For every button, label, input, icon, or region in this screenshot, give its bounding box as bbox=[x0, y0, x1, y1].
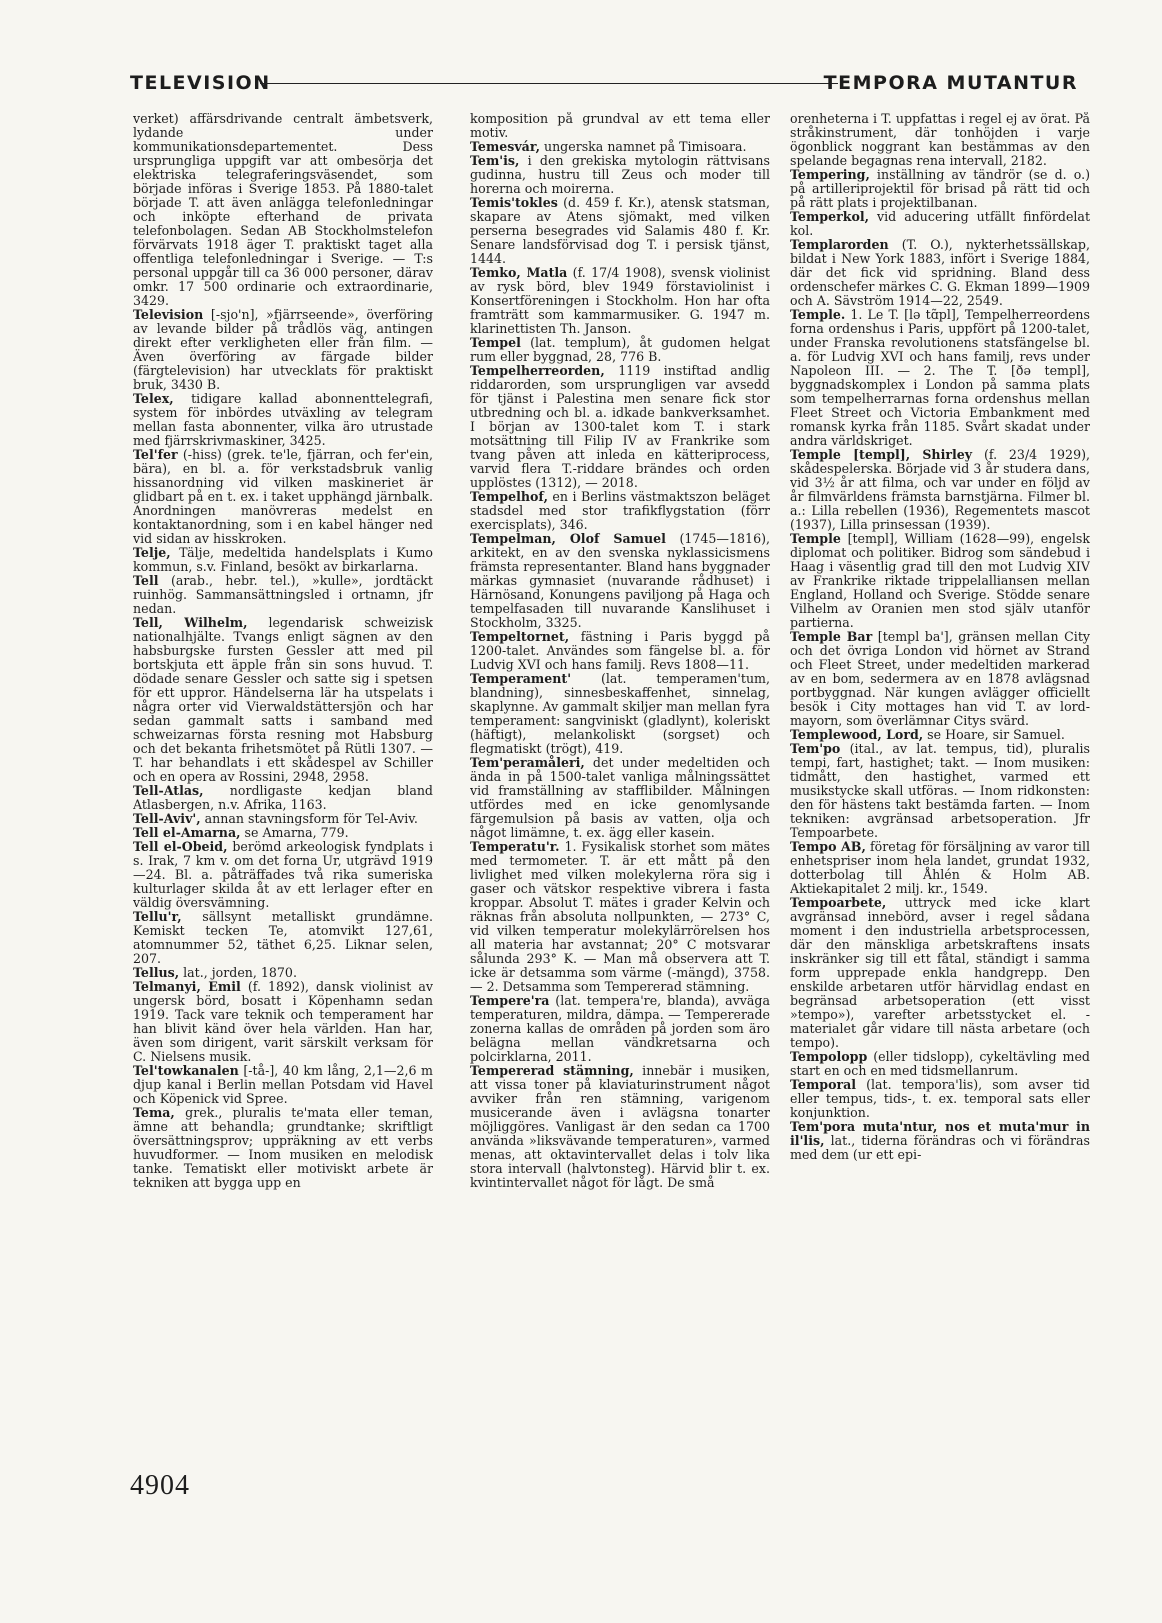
entry-text: [-sjo'n], »fjärrseende», överföring av levande bilder på trådlös väg, antingen direkt efter verkligheten eller från film. — Även överföring av färgade bilder (färgtelevision) har utvecklats för praktiskt bruk, 3430 B. bbox=[133, 307, 433, 392]
entry-headword: Tellus, bbox=[133, 965, 180, 980]
entry-text: berömd arkeologisk fyndplats i s. Irak, 7 km v. om det forna Ur, utgrävd 1919—24. Bl. a. påträffades två rika sumeriska kulturlager skilda åt av ett lerlager efter en väldig översvämning. bbox=[133, 839, 433, 910]
entry-headword: Tem'pora muta'ntur, nos et muta'mur in il'lis, bbox=[790, 1119, 1090, 1148]
entry-headword: Tell bbox=[133, 573, 159, 588]
entry-text: [-tå-], 40 km lång, 2,1—2,6 m djup kanal i Berlin mellan Potsdam vid Havel och Köpenick vid Spree. bbox=[133, 1063, 433, 1106]
entry-headword: Tempel bbox=[470, 335, 521, 350]
entry-text: en i Berlins västmaktszon beläget stadsdel med stor trafikflygstation (förr exercisplats), 346. bbox=[470, 489, 770, 532]
entry-text: företag för försäljning av varor till enhetspriser inom hela landet, grundat 1932, dotterbolag till Åhlén & Holm AB. Aktiekapitalet 2 milj. kr., 1549. bbox=[790, 839, 1090, 896]
entry-headword: Tempererad stämning, bbox=[470, 1063, 634, 1078]
entry-headword: Temple [templ], Shirley bbox=[790, 447, 973, 462]
entry-text: (1745—1816), arkitekt, en av den svenska nyklassicismens främsta representanter. Bland hans byggnader märkas gymnasiet (nuvarande rådhuset) i Härnösand, Konungens paviljong på Haga och tempelfasaden till nuvarande Kanslihuset i Stockholm, 3325. bbox=[470, 531, 770, 630]
dictionary-entry bbox=[790, 238, 1090, 308]
entry-text: vid aducering utfällt finfördelat kol. bbox=[790, 209, 1090, 238]
dictionary-entry bbox=[470, 154, 770, 196]
dictionary-entry bbox=[470, 336, 770, 364]
entry-text: Tälje, medeltida handelsplats i Kumo kommun, s.v. Finland, besökt av birkarlarna. bbox=[133, 545, 433, 574]
dictionary-entry bbox=[790, 630, 1090, 728]
dictionary-entry bbox=[133, 1106, 433, 1190]
dictionary-entry bbox=[790, 112, 1090, 168]
entry-text: (lat. temperamen'tum, blandning), sinnesbeskaffenhet, sinnelag, skaplynne. Av gammalt skiljer man mellan fyra temperament: sangviniskt (gladlynt), koleriskt (häftigt), melankoliskt (sorgset) och flegmatiskt (trögt), 419. bbox=[470, 671, 770, 756]
dictionary-entry bbox=[470, 1064, 770, 1190]
entry-headword: Tempelman, Olof Samuel bbox=[470, 531, 666, 546]
entry-headword: Tem'is, bbox=[470, 153, 520, 168]
dictionary-entry bbox=[133, 1064, 433, 1106]
dictionary-entry bbox=[133, 574, 433, 616]
dictionary-entry bbox=[133, 616, 433, 784]
dictionary-entry bbox=[790, 448, 1090, 532]
dictionary-entry bbox=[470, 532, 770, 630]
dictionary-entry bbox=[470, 756, 770, 840]
entry-headword: Tem'po bbox=[790, 741, 841, 756]
entry-text: komposition på grundval av ett tema eller motiv. bbox=[470, 112, 770, 140]
entry-headword: Tempering, bbox=[790, 167, 870, 182]
entry-headword: Tempoarbete, bbox=[790, 895, 887, 910]
entry-text: lat., tiderna förändras och vi förändras med dem (ur ett epi- bbox=[790, 1133, 1090, 1162]
entry-headword: Temporal bbox=[790, 1077, 857, 1092]
entry-headword: Tell el-Amarna, bbox=[133, 825, 241, 840]
entry-text: (arab., hebr. tel.), »kulle», jordtäckt ruinhög. Sammansättningsled i ortnamn, jfr nedan. bbox=[133, 573, 433, 616]
entry-headword: Temko, Matla bbox=[470, 265, 568, 280]
entry-headword: Tem'peramåleri, bbox=[470, 755, 585, 770]
entry-headword: Tel'towkanalen bbox=[133, 1063, 239, 1078]
entry-text: 1. Le T. [lə tɑ̃pl], Tempelherreordens forna ordenshus i Paris, uppfört på 1200-talet, under Franska revolutionens statsfängelse bl. a. för Ludvig XVI och hans familj, revs under Napoleon III. — 2. The T. [ðə templ], byggnadskomplex i London på samma plats som tempelherrarnas forna ordenshus mellan Fleet Street och Victoria Embankment med romansk kyrka från 1185. Svårt skadat under andra världskriget. bbox=[790, 307, 1090, 448]
entry-headword: Temple Bar bbox=[790, 629, 873, 644]
column-3 bbox=[790, 112, 1090, 1452]
entry-headword: Tell-Atlas, bbox=[133, 783, 204, 798]
entry-text: [templ ba'], gränsen mellan City och det övriga London vid hörnet av Strand och Fleet Street, under medeltiden markerad av en bom, sedermera av en 1878 avlägsnad portbyggnad. När kungen avlägger officiellt besök i City mottages han vid T. av lord-mayorn, som överlämnar Citys svärd. bbox=[790, 629, 1090, 728]
entry-headword: Temis'tokles bbox=[470, 195, 558, 210]
dictionary-entry bbox=[133, 784, 433, 812]
dictionary-entry bbox=[470, 364, 770, 490]
dictionary-entry bbox=[133, 812, 433, 826]
entry-text: orenheterna i T. uppfattas i regel ej av örat. På stråkinstrument, där tonhöjden i varje ögonblick noggrant kan bestämmas av den spelande begagnas rena intervall, 2182. bbox=[790, 112, 1090, 168]
header-left-title: TELEVISION bbox=[130, 72, 271, 94]
dictionary-entry bbox=[133, 980, 433, 1064]
dictionary-entry bbox=[470, 994, 770, 1064]
dictionary-entry bbox=[470, 840, 770, 994]
entry-headword: Templarorden bbox=[790, 237, 889, 252]
entry-headword: Temple bbox=[790, 531, 841, 546]
entry-text: ungerska namnet på Timisoara. bbox=[539, 139, 747, 154]
entry-text: (lat. templum), åt gudomen helgat rum eller byggnad, 28, 776 B. bbox=[470, 335, 770, 364]
dictionary-entry bbox=[790, 210, 1090, 238]
dictionary-entry bbox=[470, 196, 770, 266]
dictionary-entry bbox=[133, 112, 433, 308]
dictionary-entry bbox=[133, 308, 433, 392]
entry-text: [templ], William (1628—99), engelsk diplomat och politiker. Bidrog som sändebud i Haag i väsentlig grad till den mot Ludvig XIV av Frankrike riktade trippelalliansen mellan England, Holland och Sverige. Stödde senare Vilhelm av Oranien men stod själv utanför partierna. bbox=[790, 531, 1090, 630]
entry-text: sällsynt metalliskt grundämne. Kemiskt tecken Te, atomvikt 127,61, atomnummer 52, täthet 6,25. Liknar selen, 207. bbox=[133, 909, 433, 966]
entry-text: inställning av tändrör (se d. o.) på artilleriprojektil för brisad på rätt tid och på rätt plats i projektilbanan. bbox=[790, 167, 1090, 210]
dictionary-entry bbox=[133, 910, 433, 966]
entry-text: grek., pluralis te'mata eller teman, ämne att behandla; grundtanke; skriftligt översättningsprov; uppräkning av ett verbs huvudformer. — Inom musiken en melodisk tanke. Tematiskt eller motiviskt arbete är tekniken att bygga upp en bbox=[133, 1105, 433, 1190]
dictionary-entry bbox=[790, 1078, 1090, 1120]
entry-text: (lat. tempora'lis), som avser tid eller tempus, tids-, t. ex. temporal sats eller konjunktion. bbox=[790, 1077, 1090, 1120]
entry-text: fästning i Paris byggd på 1200-talet. Användes som fängelse bl. a. för Ludvig XVI och hans familj. Revs 1808—11. bbox=[470, 629, 770, 672]
entry-headword: Tempelherreorden, bbox=[470, 363, 605, 378]
dictionary-entry bbox=[790, 532, 1090, 630]
entry-headword: Templewood, Lord, bbox=[790, 727, 924, 742]
entry-text: (lat. tempera're, blanda), avväga temperaturen, mildra, dämpa. — Tempererade zonerna kallas de områden på jorden som äro belägna mellan vändkretsarna och polcirklarna, 2011. bbox=[470, 993, 770, 1064]
column-1 bbox=[133, 112, 433, 1452]
dictionary-entry bbox=[470, 630, 770, 672]
dictionary-entry bbox=[790, 168, 1090, 210]
dictionary-entry bbox=[790, 742, 1090, 840]
entry-text: (f. 23/4 1929), skådespelerska. Började vid 3 år studera dans, vid 3½ år att filma, och var under en följd av år filmvärldens främsta barnstjärna. Filmer bl. a.: Lilla rebellen (1936), Regementets mascot (1937), Lilla prinsessan (1939). bbox=[790, 447, 1090, 532]
entry-text: verket) affärsdrivande centralt ämbetsverk, lydande under kommunikationsdepartementet. Dess ursprungliga uppgift var att ombesörja det elektriska telegraferingsväsendet, som började införas i Sverige 1853. På 1880-talet började T. att även anlägga telefonledningar och inköpte efterhand de privata telefonbolagen. Sedan AB Stockholmstelefon förvärvats 1918 äger T. praktiskt taget alla offentliga telefonledningar i Sverige. — T:s personal uppgår till ca 36 000 personer, därav omkr. 17 500 ordinarie och extraordinarie, 3429. bbox=[133, 112, 433, 308]
entry-headword: Telmanyi, Emil bbox=[133, 979, 241, 994]
dictionary-entry bbox=[133, 966, 433, 980]
entry-headword: Tempolopp bbox=[790, 1049, 868, 1064]
entry-text: tidigare kallad abonnenttelegrafi, system för inbördes utväxling av telegram mellan fasta abonnenter, vilka äro utrustade med fjärrskrivmaskiner, 3425. bbox=[133, 391, 433, 448]
dictionary-entry bbox=[470, 490, 770, 532]
entry-text: (d. 459 f. Kr.), atensk statsman, skapare av Atens sjömakt, med vilken perserna besegrades vid Salamis 480 f. Kr. Senare landsförvisad dog T. i persisk tjänst, 1444. bbox=[470, 195, 770, 266]
dictionary-entry bbox=[790, 1120, 1090, 1162]
entry-text: (-hiss) (grek. te'le, fjärran, och fer'ein, bära), en bl. a. för verkstadsbruk vanlig hissanordning vid vilken maskineriet är glidbart på en t. ex. i taket upphängd järnbalk. Anordningen manövreras medelst en kontaktanordning, som i en kabel hänger ned vid sidan av hisskroken. bbox=[133, 447, 433, 546]
entry-text: (f. 1892), dansk violinist av ungersk börd, bosatt i Köpenhamn sedan 1919. Tack vare teknik och temperament har han blivit känd över hela världen. Han har, även som dirigent, varit särskilt verksam för C. Nielsens musik. bbox=[133, 979, 433, 1064]
entry-headword: Tempelhof, bbox=[470, 489, 548, 504]
dictionary-entry bbox=[470, 140, 770, 154]
entry-text: uttryck med icke klart avgränsad innebörd, avser i regel sådana moment i den industriella arbetsprocessen, där den mänskliga arbetskraftens insats inskränker sig till ett fåtal, ständigt i samma form upprepade enkla handgrepp. Den enskilde arbetaren utför härvidlag endast en begränsad arbetsoperation (ett visst »tempo»), varefter arbetsstycket el. -materialet går vidare till nästa arbetare (och tempo). bbox=[790, 895, 1090, 1050]
header-right-title: TEMPORA MUTANTUR bbox=[823, 72, 1078, 94]
entry-headword: Temperatu'r. bbox=[470, 839, 560, 854]
entry-headword: Tel'fer bbox=[133, 447, 178, 462]
entry-headword: Temperkol, bbox=[790, 209, 870, 224]
dictionary-entry bbox=[470, 672, 770, 756]
entry-text: (ital., av lat. tempus, tid), pluralis tempi, fart, hastighet; takt. — Inom musiken: tidmått, den hastighet, varmed ett musikstycke skall utföras. — Inom ridkonsten: den för hästens takt bestämda farten. — Inom tekniken: avgränsad arbetsoperation. Jfr Tempoarbete. bbox=[790, 741, 1090, 840]
entry-headword: Tempo AB, bbox=[790, 839, 866, 854]
dictionary-entry bbox=[133, 546, 433, 574]
dictionary-entry bbox=[133, 392, 433, 448]
dictionary-entry bbox=[790, 896, 1090, 1050]
entry-headword: Tempeltornet, bbox=[470, 629, 570, 644]
entry-headword: Tempere'ra bbox=[470, 993, 550, 1008]
entry-text: legendarisk schweizisk nationalhjälte. Tvangs enligt sägnen av den habsburgske fursten Gessler att med pil bortskjuta ett äpple från sin sons huvud. T. dödade senare Gessler och satte sig i spetsen för ett uppror. Händelserna lär ha utspelats i några orter vid Vierwaldstättersjön och har sedan gammalt satts i samband med schweizarnas första resning mot Habsburg och det bekanta frihetsmötet på Rütli 1307. — T. har behandlats i ett skådespel av Schiller och en opera av Rossini, 2948, 2958. bbox=[133, 615, 433, 784]
entry-headword: Temesvár, bbox=[470, 139, 540, 154]
page-number: 4904 bbox=[130, 1470, 190, 1501]
entry-text: se Hoare, sir Samuel. bbox=[923, 727, 1065, 742]
dictionary-entry bbox=[133, 448, 433, 546]
column-2 bbox=[470, 112, 770, 1452]
header-rule bbox=[260, 83, 838, 84]
dictionary-entry bbox=[470, 112, 770, 140]
entry-headword: Tell-Aviv', bbox=[133, 811, 201, 826]
entry-text: i den grekiska mytologin rättvisans gudinna, hustru till Zeus och moder till horerna och moirerna. bbox=[470, 153, 770, 196]
entry-text: (T. O.), nykterhetssällskap, bildat i New York 1883, infört i Sverige 1884, där det fick vid spridning. Bland dess ordenschefer märkes C. G. Ekman 1899—1909 och A. Sävström 1914—22, 2549. bbox=[790, 237, 1090, 308]
entry-headword: Tema, bbox=[133, 1105, 175, 1120]
entry-text: innebär i musiken, att vissa toner på klaviaturinstrument något avviker från ren stämning, varigenom musicerande även i avlägsna tonarter möjliggöres. Vanligast är den sedan ca 1700 använda »liksvävande temperaturen», varmed menas, att oktavintervallet delas i tolv lika stora intervall (halvtonsteg). Härvid blir t. ex. kvintintervallet något för lågt. De små bbox=[470, 1063, 770, 1190]
dictionary-entry bbox=[790, 840, 1090, 896]
entry-text: annan stavningsform för Tel-Aviv. bbox=[200, 811, 418, 826]
entry-headword: Telje, bbox=[133, 545, 171, 560]
dictionary-entry bbox=[790, 1050, 1090, 1078]
entry-headword: Tell, Wilhelm, bbox=[133, 615, 248, 630]
entry-text: (eller tidslopp), cykeltävling med start en och en med tidsmellanrum. bbox=[790, 1049, 1090, 1078]
entry-text: lat., jorden, 1870. bbox=[179, 965, 297, 980]
entry-headword: Tellu'r, bbox=[133, 909, 182, 924]
running-header bbox=[130, 70, 1078, 96]
dictionary-entry bbox=[133, 840, 433, 910]
entry-text: nordligaste kedjan bland Atlasbergen, n.v. Afrika, 1163. bbox=[133, 783, 433, 812]
dictionary-entry bbox=[133, 826, 433, 840]
entry-text: 1. Fysikalisk storhet som mätes med termometer. T. är ett mått på den livlighet med vilken molekylerna röra sig i gaser och vätskor respektive vibrera i fasta kroppar. Absolut T. mätes i grader Kelvin och räknas från absoluta nollpunkten, — 273° C, vid vilken temperatur molekylärrörelsen hos all materia har avstannat; 20° C motsvarar sålunda 293° K. — Man må observera att T. icke är detsamma som värme (-mängd), 3758. — 2. Detsamma som Tempererad stämning. bbox=[470, 839, 770, 994]
dictionary-entry bbox=[790, 308, 1090, 448]
entry-headword: Temple. bbox=[790, 307, 846, 322]
entry-text: se Amarna, 779. bbox=[240, 825, 349, 840]
dictionary-entry bbox=[790, 728, 1090, 742]
entry-text: (f. 17/4 1908), svensk violinist av rysk börd, blev 1949 förstaviolinist i Konsertföreningen i Stockholm. Hon har ofta framträtt som kammarmusiker. G. 1947 m. klarinettisten Th. Janson. bbox=[470, 265, 770, 336]
entry-headword: Temperament' bbox=[470, 671, 572, 686]
entry-text: 1119 instiftad andlig riddarorden, som ursprungligen var avsedd för tjänst i Palestina men senare fick stor utbredning och bl. a. idkade bankverksamhet. I början av 1300-talet kom T. i stark motsättning till Filip IV av Frankrike som tvang påven att inleda en kätteriprocess, varvid flera T.-riddare brändes och orden upplöstes (1312), — 2018. bbox=[470, 363, 770, 490]
entry-headword: Tell el-Obeid, bbox=[133, 839, 228, 854]
dictionary-entry bbox=[470, 266, 770, 336]
entry-headword: Television bbox=[133, 307, 204, 322]
entry-text: det under medeltiden och ända in på 1500-talet vanliga målningssättet vid framställning av stafflibilder. Målningen utfördes med en icke genomlysande färgemulsion på basis av vatten, olja och något limämne, t. ex. ägg eller kasein. bbox=[470, 755, 770, 840]
entry-headword: Telex, bbox=[133, 391, 174, 406]
